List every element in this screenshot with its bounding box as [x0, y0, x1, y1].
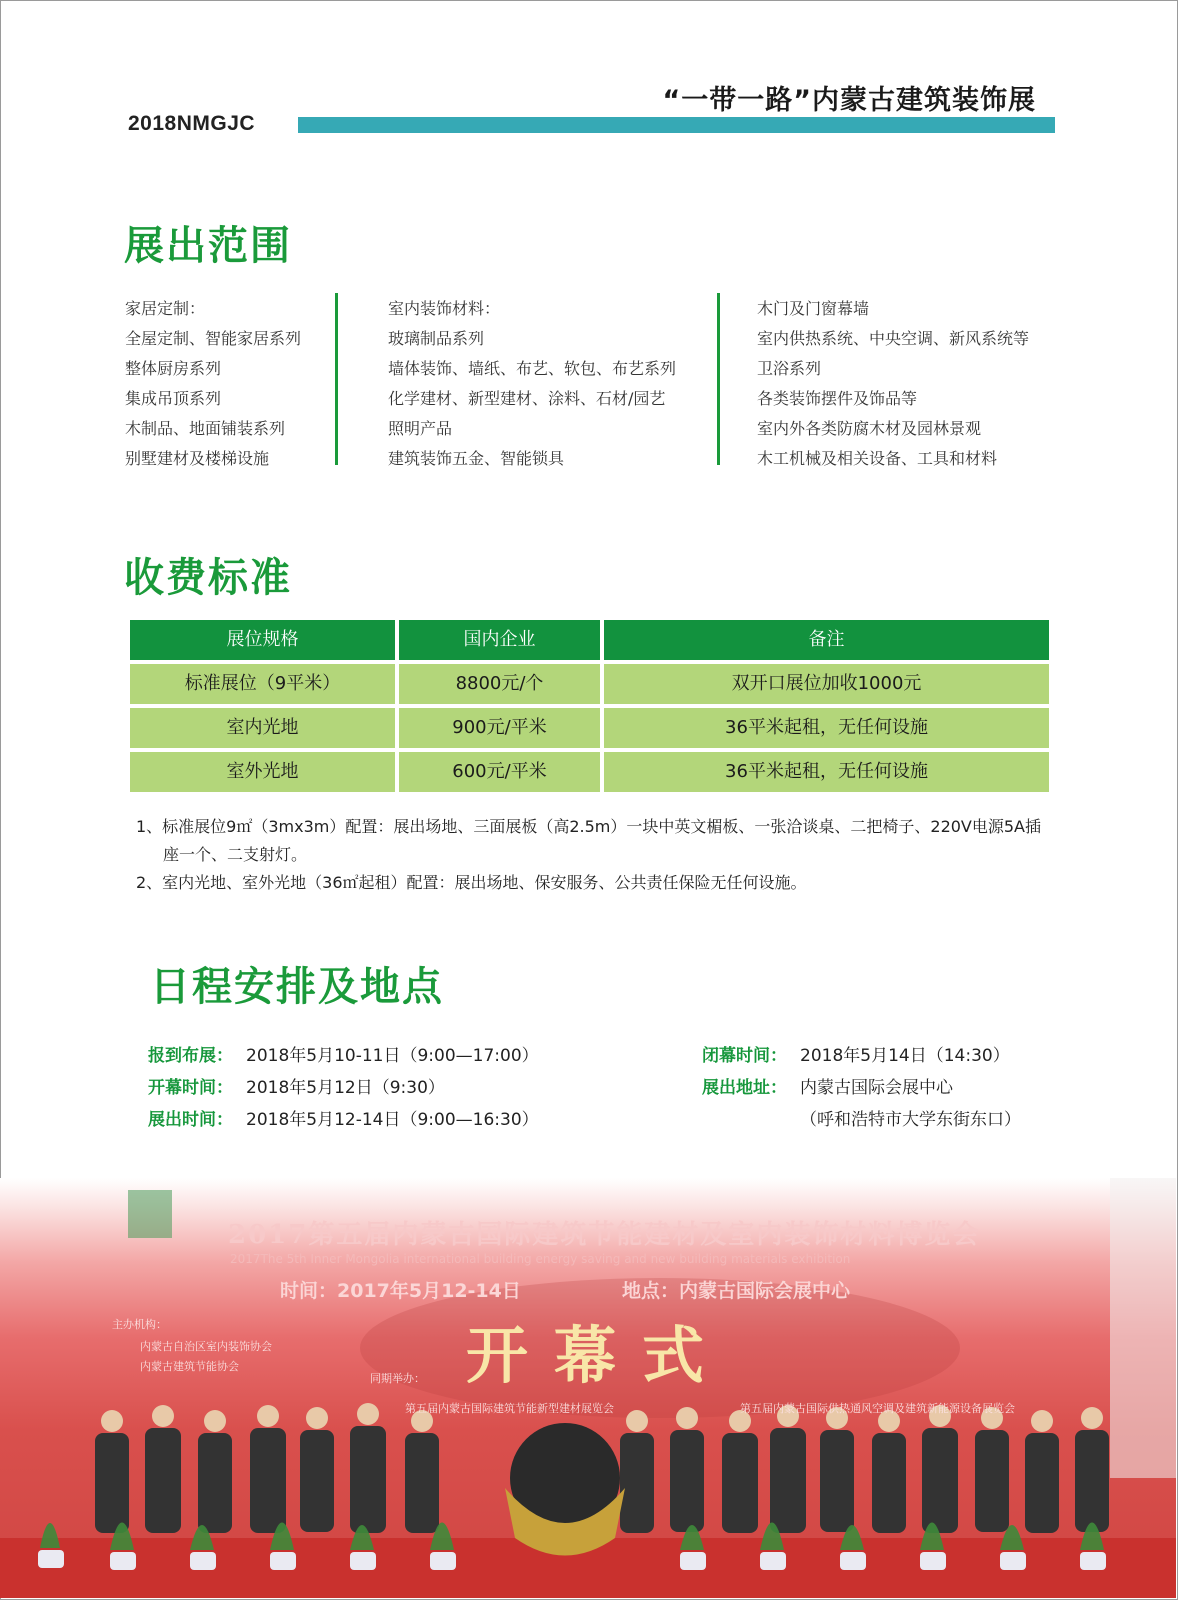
schedule-item [148, 1107, 539, 1133]
schedule-value: 2018年5月14日（14:30） [800, 1046, 1010, 1066]
scope-item: 集成吊顶系列 [125, 389, 222, 408]
banner-organizer: 内蒙古建筑节能协会 [140, 1360, 239, 1373]
fee-notes [136, 813, 1056, 897]
schedule-item [702, 1107, 1021, 1133]
scope-title: 展出范围 [124, 222, 292, 269]
table-cell: 室内光地 [130, 708, 395, 748]
header-title: “一带一路”内蒙古建筑装饰展 [662, 85, 1036, 116]
fees-title: 收费标准 [124, 554, 292, 601]
banner-co-event: 第五届内蒙古国际供热通风空调及建筑新能源设备展览会 [740, 1402, 1015, 1415]
scope-item: 别墅建材及楼梯设施 [125, 449, 270, 468]
table-header-cell: 展位规格 [130, 620, 395, 660]
schedule-item [702, 1043, 1010, 1069]
table-cell: 标准展位（9平米） [130, 664, 395, 704]
opening-ceremony-photo [0, 1178, 1176, 1598]
schedule-label: 开幕时间： [148, 1078, 233, 1098]
fee-table [130, 620, 1049, 796]
fee-note: 1、标准展位9㎡（3mx3m）配置：展出场地、三面展板（高2.5m）一块中英文楣板、一张洽谈桌、二把椅子、220V电源5A插座一个、二支射灯。 [136, 817, 1042, 864]
schedule-label: 闭幕时间： [702, 1046, 787, 1066]
table-header-cell: 国内企业 [399, 620, 600, 660]
schedule-value: 内蒙古国际会展中心 [800, 1078, 953, 1098]
scope-column-3 [757, 294, 1029, 474]
schedule-value: 2018年5月12-14日（9:00—16:30） [246, 1110, 539, 1130]
banner-subtitle: 2017The 5th Inner Mongolia international building energy saving and new building materials exhibition [230, 1252, 851, 1266]
table-header-cell: 备注 [604, 620, 1049, 660]
schedule-item [702, 1075, 953, 1101]
header-code: 2018NMGJC [128, 112, 256, 135]
banner-organizer: 内蒙古自治区室内装饰协会 [140, 1340, 272, 1353]
table-header-row [130, 620, 1049, 660]
scope-item: 室内装饰材料： [388, 299, 501, 318]
table-cell: 900元/平米 [399, 708, 600, 748]
column-divider [717, 293, 720, 465]
scope-item: 化学建材、新型建材、涂料、石材/园艺 [388, 389, 666, 408]
schedule-label: 展出地址： [702, 1078, 787, 1098]
scope-column-2 [388, 294, 676, 474]
scope-item: 家居定制： [125, 299, 206, 318]
schedule-label: 展出时间： [148, 1110, 233, 1130]
banner-co-label: 同期举办： [370, 1372, 425, 1385]
banner-co-event: 第五届内蒙古国际建筑节能新型建材展览会 [405, 1402, 614, 1415]
banner-organizer-label: 主办机构： [112, 1318, 167, 1331]
table-cell: 36平米起租，无任何设施 [604, 752, 1049, 792]
scope-item: 室内外各类防腐木材及园林景观 [757, 419, 982, 438]
scope-item: 卫浴系列 [757, 359, 822, 378]
banner-place: 地点：内蒙古国际会展中心 [622, 1280, 851, 1302]
schedule-item [148, 1043, 539, 1069]
table-cell: 室外光地 [130, 752, 395, 792]
schedule-item [148, 1075, 445, 1101]
scope-item: 照明产品 [388, 419, 453, 438]
header-accent-bar [298, 117, 1055, 133]
scope-item: 木门及门窗幕墙 [757, 299, 870, 318]
banner-title: 2017第五届内蒙古国际建筑节能建材及室内装饰材料博览会 [228, 1220, 981, 1250]
banner-time: 时间：2017年5月12-14日 [280, 1280, 521, 1302]
schedule-value: 2018年5月12日（9:30） [246, 1078, 445, 1098]
schedule-title: 日程安排及地点 [150, 963, 444, 1010]
scope-column-1 [125, 294, 301, 474]
scope-item: 建筑装饰五金、智能锁具 [388, 449, 565, 468]
scope-item: 室内供热系统、中央空调、新风系统等 [757, 329, 1030, 348]
fee-note: 2、室内光地、室外光地（36㎡起租）配置：展出场地、保安服务、公共责任保险无任何设施。 [136, 873, 807, 892]
scope-item: 木工机械及相关设备、工具和材料 [757, 449, 998, 468]
scope-item: 玻璃制品系列 [388, 329, 485, 348]
table-cell: 8800元/个 [399, 664, 600, 704]
table-row [130, 664, 1049, 704]
column-divider [335, 293, 338, 465]
scope-item: 墙体装饰、墙纸、布艺、软包、布艺系列 [388, 359, 677, 378]
scope-item: 全屋定制、智能家居系列 [125, 329, 302, 348]
table-cell: 36平米起租，无任何设施 [604, 708, 1049, 748]
schedule-value: （呼和浩特市大学东街东口） [800, 1110, 1021, 1130]
schedule-label: 报到布展： [148, 1046, 233, 1066]
table-row [130, 708, 1049, 748]
banner-main-text: 开幕式 [466, 1319, 731, 1392]
schedule-value: 2018年5月10-11日（9:00—17:00） [246, 1046, 539, 1066]
table-cell: 双开口展位加收1000元 [604, 664, 1049, 704]
table-cell: 600元/平米 [399, 752, 600, 792]
table-row [130, 752, 1049, 792]
scope-item: 整体厨房系列 [125, 359, 222, 378]
scope-item: 各类装饰摆件及饰品等 [757, 389, 918, 408]
scope-item: 木制品、地面铺装系列 [125, 419, 286, 438]
